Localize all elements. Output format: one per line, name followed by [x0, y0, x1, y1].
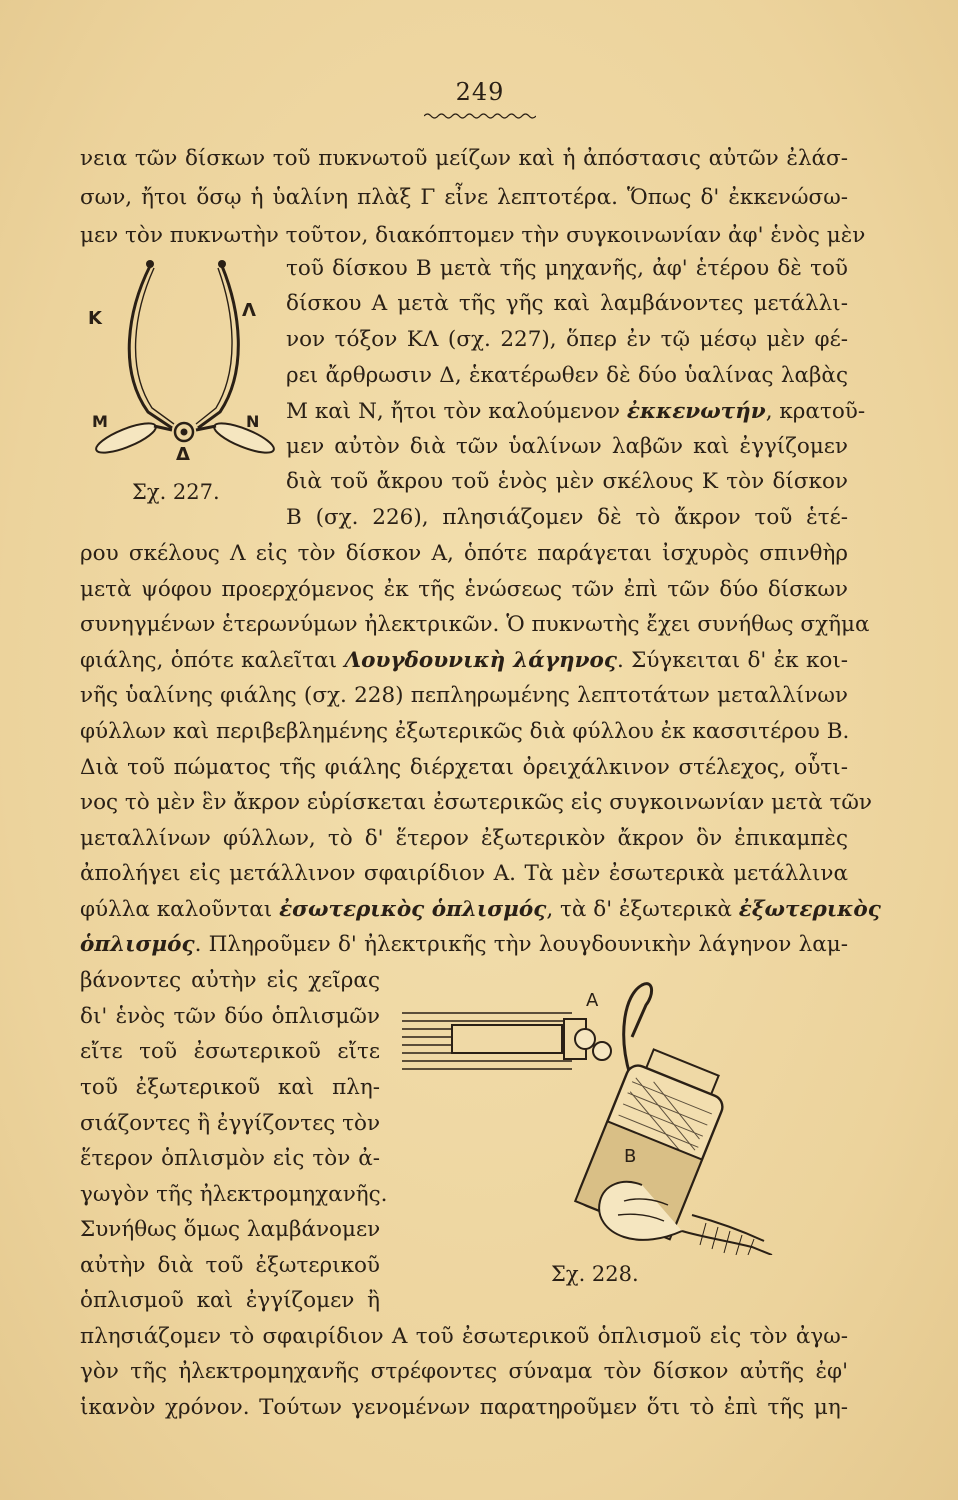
label-a: Α [586, 990, 599, 1011]
text-line-23 [80, 934, 848, 956]
text-line-23-part-b: . Πληροῦμεν δ' ἠλεκτρικῆς τὴν λουγδουνικὴν λάγηνον λαμ- [194, 932, 848, 957]
text-line-15 [80, 650, 848, 672]
text-line-22 [80, 897, 881, 922]
label-k: Κ [88, 308, 102, 329]
text-line-16: νῆς ὑαλίνης φιάλης (σχ. 228) πεπληρωμένης λεπτοτάτων μεταλλίνων [80, 683, 848, 708]
term-outer-coating-2: ὁπλισμός [80, 932, 195, 957]
label-delta: Δ [176, 444, 190, 465]
label-n: Ν [246, 412, 260, 431]
text-line-17: φύλλων καὶ περιβεβλημένης ἐξωτερικῶς διὰ φύλλου ἐκ κασσιτέρου Β. [80, 719, 850, 744]
text-line-5: δίσκου Α μετὰ τῆς γῆς καὶ λαμβάνοντες μετάλλι- [286, 291, 848, 316]
text-line-13: μετὰ ψόφου προερχόμενος ἐκ τῆς ἑνώσεως τῶν ἐπὶ τῶν δύο δίσκων [80, 577, 848, 602]
text-line-12: ρου σκέλους Λ εἰς τὸν δίσκον Α, ὁπότε παράγεται ἰσχυρὸς σπινθὴρ [80, 541, 848, 566]
text-line-14: συνηγμένων ἑτερωνύμων ἠλεκτρικῶν. Ὁ πυκνωτὴς ἔχει συνήθως σχῆμα [80, 612, 870, 637]
text-line-8-part-a: Μ καὶ Ν, ἤτοι τὸν καλούμενον [286, 399, 627, 424]
figure-228-leyden-jar [392, 955, 852, 1255]
text-line-26: εἴτε τοῦ ἐσωτερικοῦ εἴτε [80, 1039, 380, 1064]
term-leyden-jar: Λουγδουνικὴ λάγηνος [344, 648, 617, 673]
text-line-36: ἱκανὸν χρόνον. Τούτων γενομένων παρατηροῦμεν ὅτι τὸ ἐπὶ τῆς μη- [80, 1395, 848, 1420]
text-line-27: τοῦ ἐξωτερικοῦ καὶ πλη- [80, 1075, 380, 1100]
text-line-3: μεν τὸν πυκνωτὴν τοῦτον, διακόπτομεν τὴν συγκοινωνίαν ἀφ' ἑνὸς μὲν [80, 223, 866, 248]
text-line-19: νος τὸ μὲν ἓν ἄκρον εὑρίσκεται ἐσωτερικῶς εἰς συγκοινωνίαν μετὰ τῶν [80, 790, 872, 815]
text-line-11: Β (σχ. 226), πλησιάζομεν δὲ τὸ ἄκρον τοῦ ἑτέ- [286, 505, 848, 530]
page-number: 249 [455, 78, 505, 106]
text-line-21: ἀπολήγει εἰς μετάλλινον σφαιρίδιον Α. Τὰ μὲν ἐσωτερικὰ μετάλλινα [80, 861, 848, 886]
text-line-22-part-a: φύλλα καλοῦνται [80, 897, 280, 922]
text-line-2: σων, ἤτοι ὅσῳ ἡ ὑαλίνη πλὰξ Γ εἶνε λεπτοτέρα. Ὅπως δ' ἐκκενώσω- [80, 185, 848, 210]
text-line-32: αὐτὴν διὰ τοῦ ἐξωτερικοῦ [80, 1253, 380, 1278]
text-line-33: ὁπλισμοῦ καὶ ἐγγίζομεν ἢ [80, 1288, 380, 1313]
text-line-1: νεια τῶν δίσκων τοῦ πυκνωτοῦ μείζων καὶ ἡ ἀπόστασις αὐτῶν ἐλάσ- [80, 146, 848, 171]
text-line-4: τοῦ δίσκου Β μετὰ τῆς μηχανῆς, ἀφ' ἑτέρου δὲ τοῦ [286, 256, 848, 281]
page-number-ornament [424, 112, 536, 120]
text-line-24: βάνοντες αὐτὴν εἰς χεῖρας [80, 968, 380, 993]
term-outer-coating-1: ἐξωτερικὸς [738, 897, 881, 922]
text-line-15-part-c: . Σύγκειται δ' ἐκ κοι- [617, 648, 849, 673]
text-line-6: νον τόξον ΚΛ (σχ. 227), ὅπερ ἐν τῷ μέσῳ μὲν φέ- [286, 327, 848, 352]
figure-227-caption: Σχ. 227. [132, 480, 220, 504]
label-lambda: Λ [242, 300, 256, 321]
text-line-35: γὸν τῆς ἠλεκτρομηχανῆς στρέφοντες σύναμα τὸν δίσκον αὐτῆς ἐφ' [80, 1359, 848, 1384]
text-line-30: γωγὸν τῆς ἠλεκτρομηχανῆς. [80, 1182, 388, 1207]
text-line-25: δι' ἑνὸς τῶν δύο ὁπλισμῶν [80, 1004, 380, 1029]
text-line-8 [286, 399, 866, 424]
text-line-20: μεταλλίνων φύλλων, τὸ δ' ἕτερον ἐξωτερικὸν ἄκρον ὃν ἐπικαμπὲς [80, 826, 848, 851]
figure-228-caption: Σχ. 228. [551, 1262, 639, 1286]
text-line-7: ρει ἄρθρωσιν Δ, ἑκατέρωθεν δὲ δύο ὑαλίνας λαβὰς [286, 363, 848, 388]
term-inner-coating: ἐσωτερικὸς ὁπλισμός [279, 897, 547, 922]
label-b: Β [624, 1146, 637, 1167]
text-line-10: διὰ τοῦ ἄκρου τοῦ ἑνὸς μὲν σκέλους Κ τὸν δίσκον [286, 469, 848, 494]
label-m: Μ [92, 412, 108, 431]
text-line-34: πλησιάζομεν τὸ σφαιρίδιον Α τοῦ ἐσωτερικοῦ ὁπλισμοῦ εἰς τὸν ἀγω- [80, 1324, 848, 1349]
text-line-18: Διὰ τοῦ πώματος τῆς φιάλης διέρχεται ὀρειχάλκινον στέλεχος, οὗτι- [80, 755, 848, 780]
text-line-29: ἕτερον ὁπλισμὸν εἰς τὸν ἀ- [80, 1146, 380, 1171]
text-line-15-part-a: φιάλης, ὁπότε καλεῖται [80, 648, 345, 673]
text-line-31: Συνήθως ὅμως λαμβάνομεν [80, 1217, 381, 1242]
text-line-22-part-c: , τὰ δ' ἐξωτερικὰ [546, 897, 739, 922]
text-line-9: μεν αὐτὸν διὰ τῶν ὑαλίνων λαβῶν καὶ ἐγγίζομεν [286, 434, 848, 459]
text-line-28: σιάζοντες ἢ ἐγγίζοντες τὸν [80, 1111, 381, 1136]
term-ekkenotis: ἐκκενωτήν [626, 399, 766, 424]
text-line-8-part-c: , κρατοῦ- [765, 399, 866, 424]
